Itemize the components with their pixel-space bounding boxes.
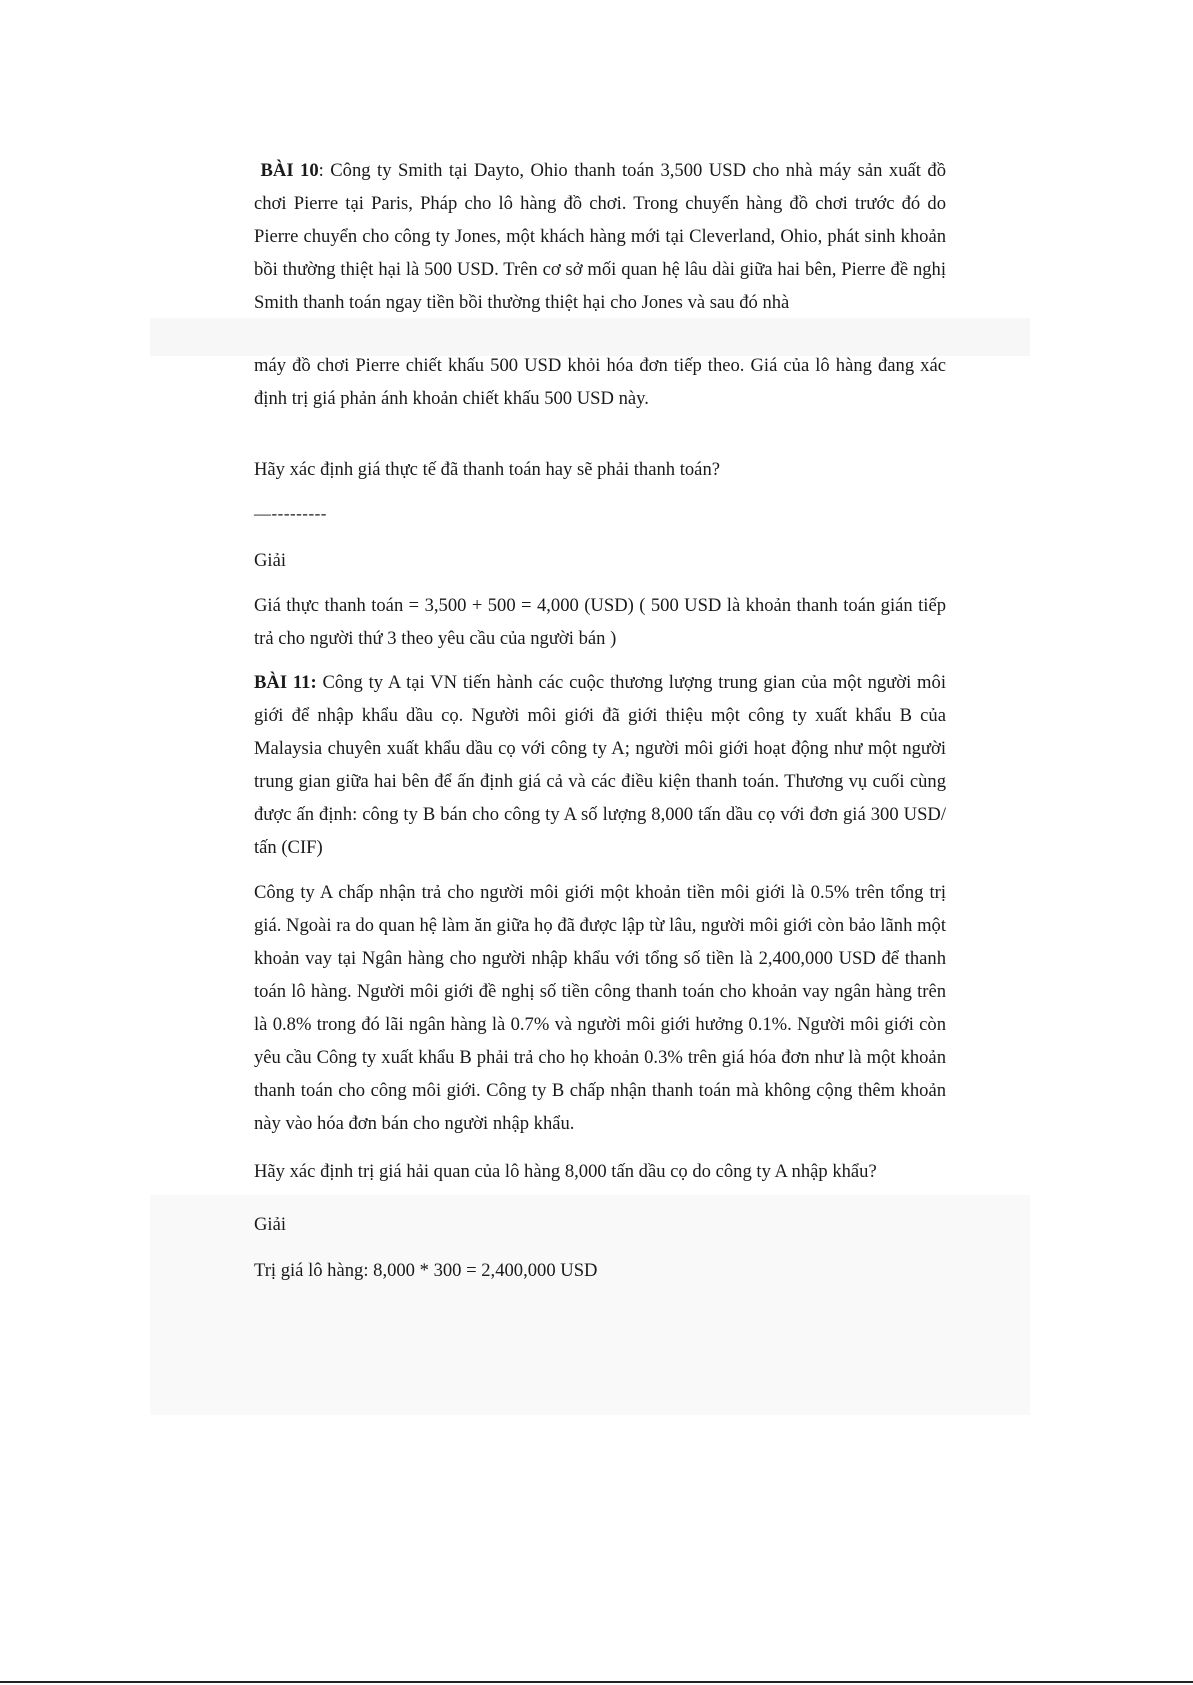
bai11-paragraph-2	[254, 876, 946, 1140]
bai10-solution: Giá thực thanh toán = 3,500 + 500 = 4,000 (USD) ( 500 USD là khoản thanh toán gián tiếp trả cho người thứ 3 theo yêu cầu của người bán )	[254, 595, 946, 649]
bai11-label: BÀI 11:	[254, 672, 317, 693]
bai10-label: BÀI 10	[260, 160, 319, 181]
bai11-solution: Trị giá lô hàng: 8,000 * 300 = 2,400,000 USD	[254, 1260, 598, 1281]
bai10-paragraph-1	[254, 154, 946, 319]
bai11-text-part1: Công ty A tại VN tiến hành các cuộc thương lượng trung gian của một người môi giới để nhập khẩu dầu cọ. Người môi giới đã giới thiệu một công ty xuất khẩu B của Malaysia chuyên xuất khẩu dầu cọ với công ty A; người môi giới hoạt động như một người trung gian giữa hai bên để ấn định giá cả và các điều kiện thanh toán. Thương vụ cuối cùng được ấn định: công ty B bán cho công ty A số lượng 8,000 tấn dầu cọ với đơn giá 300 USD/ tấn (CIF)	[254, 672, 946, 858]
bai11-text-part2: Công ty A chấp nhận trả cho người môi giới một khoản tiền môi giới là 0.5% trên tổng trị giá. Ngoài ra do quan hệ làm ăn giữa họ đã được lập từ lâu, người môi giới còn bảo lãnh một khoản vay tại Ngân hàng cho người nhập khẩu với tổng số tiền là 2,400,000 USD để thanh toán lô hàng. Người môi giới đề nghị số tiền công thanh toán cho khoản vay ngân hàng trên là 0.8% trong đó lãi ngân hàng là 0.7% và người môi giới hưởng 0.1%. Người môi giới còn yêu cầu Công ty xuất khẩu B phải trả cho họ khoản 0.3% trên giá hóa đơn như là một khoản thanh toán cho công môi giới. Công ty B chấp nhận thanh toán mà không cộng thêm khoản này vào hóa đơn bán cho người nhập khẩu.	[254, 882, 946, 1134]
bai10-question: Hãy xác định giá thực tế đã thanh toán hay sẽ phải thanh toán?	[254, 459, 720, 480]
bai10-text-part1: : Công ty Smith tại Dayto, Ohio thanh toán 3,500 USD cho nhà máy sản xuất đồ chơi Pierre tại Paris, Pháp cho lô hàng đồ chơi. Trong chuyến hàng đồ chơi trước đó do Pierre chuyển cho công ty Jones, một khách hàng mới tại Cleverland, Ohio, phát sinh khoản bồi thường thiệt hại là 500 USD. Trên cơ sở mối quan hệ lâu dài giữa hai bên, Pierre đề nghị Smith thanh toán ngay tiền bồi thường thiệt hại cho Jones và sau đó nhà	[254, 160, 946, 313]
section-divider: —---------	[254, 504, 327, 523]
bai10-paragraph-2	[254, 349, 946, 415]
page-bottom-border	[0, 1681, 1193, 1683]
bai10-text-part2: máy đồ chơi Pierre chiết khấu 500 USD khỏi hóa đơn tiếp theo. Giá của lô hàng đang xác định trị giá phản ánh khoản chiết khấu 500 USD này.	[254, 355, 946, 409]
bai10-solution-heading: Giải	[254, 550, 287, 571]
bai11-paragraph-1	[254, 666, 946, 864]
bai11-solution-heading: Giải	[254, 1214, 287, 1235]
bai11-question: Hãy xác định trị giá hải quan của lô hàng 8,000 tấn dầu cọ do công ty A nhập khẩu?	[254, 1161, 877, 1182]
